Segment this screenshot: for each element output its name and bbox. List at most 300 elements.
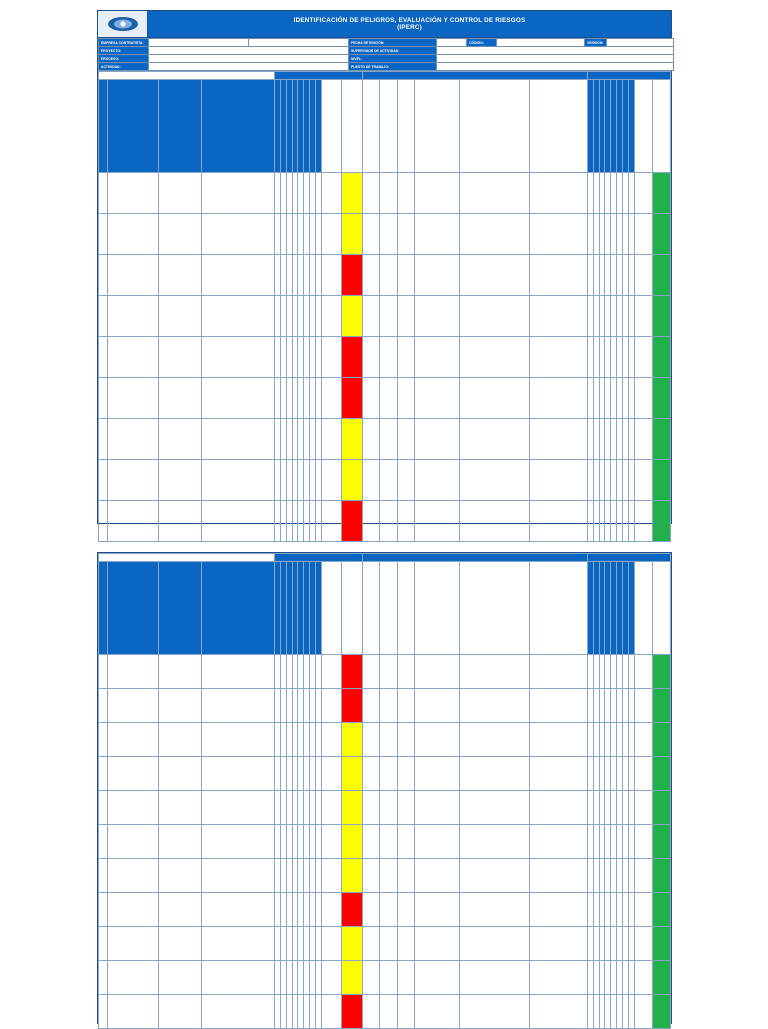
table-cell [108,378,158,419]
code-value [497,39,585,47]
table-cell [158,893,201,927]
table-cell [321,859,341,893]
risk-level-cell [341,927,362,961]
table-cell [158,214,201,255]
table-row [99,825,671,859]
edition-date-label: FECHA DE EDICIÓN: [349,39,437,47]
process-label: PROCESO: [99,55,149,63]
table-cell [380,961,398,995]
activity-value [149,63,349,71]
column-header-cell [201,562,275,655]
contractor-value [149,39,249,47]
table-cell [321,214,341,255]
table-cell [529,757,587,791]
table-cell [201,961,275,995]
table-cell [415,419,459,460]
table-cell [108,961,158,995]
table-cell [321,173,341,214]
table-cell [362,173,380,214]
table-cell [397,961,415,995]
table-cell [158,791,201,825]
table-cell [201,378,275,419]
table-cell [459,689,529,723]
table-cell [397,723,415,757]
version-label: VERSIÓN: [585,39,607,47]
document-title [148,17,671,31]
table-cell [108,214,158,255]
table-cell [201,995,275,1029]
table-cell [108,927,158,961]
table-cell [201,757,275,791]
table-cell [99,825,108,859]
document-title-line2: (IPERC) [397,24,422,31]
column-header-cell [634,562,653,655]
table-cell [397,655,415,689]
risk-level-cell [341,173,362,214]
level-label: NIVEL: [349,55,437,63]
table-cell [397,689,415,723]
table-cell [158,460,201,501]
table-cell [201,859,275,893]
table-cell [529,961,587,995]
process-value [149,55,349,63]
residual-risk-cell [653,296,671,337]
table-row [99,296,671,337]
table-cell [201,723,275,757]
table-row [99,723,671,757]
residual-risk-cell [653,255,671,296]
column-header-cell [341,562,362,655]
table-cell [108,173,158,214]
header-group-cell [99,72,275,80]
document-info-table [98,38,674,71]
table-cell [201,501,275,542]
residual-risk-cell [653,825,671,859]
column-header-cell [108,80,158,173]
table-cell [529,995,587,1029]
table-cell [459,655,529,689]
risk-level-cell [341,337,362,378]
document-title-line1: IDENTIFICACIÓN DE PELIGROS, EVALUACIÓN Y CONTROL DE RIESGOS [293,17,526,24]
column-header-cell [158,562,201,655]
table-cell [321,689,341,723]
table-cell [459,419,529,460]
table-cell [634,655,653,689]
table-cell [459,173,529,214]
iperc-sheet-page-2 [97,552,672,1024]
table-cell [380,723,398,757]
table-cell [321,791,341,825]
table-cell [380,460,398,501]
table-row [99,791,671,825]
project-label: PROYECTO: [99,47,149,55]
table-row [99,501,671,542]
table-cell [158,723,201,757]
column-header-cell [415,80,459,173]
residual-risk-cell [653,859,671,893]
table-cell [380,995,398,1029]
edition-date-value [437,39,467,47]
table-cell [362,255,380,296]
table-cell [321,337,341,378]
column-header-cell [341,80,362,173]
table-cell [634,791,653,825]
table-cell [108,460,158,501]
risk-level-cell [341,689,362,723]
table-cell [380,337,398,378]
table-cell [459,296,529,337]
table-cell [529,501,587,542]
table-cell [362,859,380,893]
risk-level-cell [341,296,362,337]
table-cell [529,791,587,825]
table-cell [634,689,653,723]
risk-level-cell [341,791,362,825]
company-logo-icon [98,11,148,37]
supervisor-value [437,47,674,55]
table-cell [415,723,459,757]
table-cell [321,995,341,1029]
table-cell [380,173,398,214]
table-cell [158,255,201,296]
table-cell [459,927,529,961]
table-cell [158,419,201,460]
risk-level-cell [341,961,362,995]
table-cell [201,927,275,961]
table-cell [529,214,587,255]
table-cell [108,337,158,378]
table-cell [397,460,415,501]
residual-risk-cell [653,961,671,995]
table-row [99,419,671,460]
table-cell [158,825,201,859]
table-cell [634,859,653,893]
table-cell [415,893,459,927]
code-label: CÓDIGO: [467,39,497,47]
table-cell [99,460,108,501]
table-cell [108,255,158,296]
table-cell [380,893,398,927]
table-cell [397,995,415,1029]
residual-risk-cell [653,214,671,255]
table-cell [158,961,201,995]
table-cell [108,689,158,723]
column-header-cell [158,80,201,173]
risk-matrix-table [98,553,671,1029]
table-cell [201,893,275,927]
residual-risk-cell [653,337,671,378]
table-cell [362,501,380,542]
table-cell [108,893,158,927]
table-cell [397,791,415,825]
table-cell [634,214,653,255]
risk-level-cell [341,723,362,757]
table-cell [362,655,380,689]
table-cell [99,859,108,893]
table-cell [634,757,653,791]
risk-level-cell [341,893,362,927]
table-cell [108,501,158,542]
table-cell [99,757,108,791]
table-cell [158,689,201,723]
supervisor-label: SUPERVISOR DE ACTIVIDAD: [349,47,437,55]
table-cell [415,961,459,995]
table-cell [201,419,275,460]
table-cell [529,927,587,961]
column-header-cell [108,562,158,655]
residual-risk-cell [653,927,671,961]
table-cell [634,378,653,419]
column-header-cell [634,80,653,173]
table-cell [321,825,341,859]
activity-label: ACTIVIDAD: [99,63,149,71]
table-cell [415,460,459,501]
table-cell [459,501,529,542]
header-group-cell [99,554,275,562]
risk-matrix-table [98,71,671,542]
column-header-cell [321,80,341,173]
table-cell [99,791,108,825]
table-cell [459,214,529,255]
table-cell [634,419,653,460]
table-cell [321,460,341,501]
table-cell [99,419,108,460]
table-cell [362,337,380,378]
table-cell [99,961,108,995]
risk-level-cell [341,214,362,255]
table-cell [459,723,529,757]
table-cell [415,655,459,689]
table-cell [99,927,108,961]
table-cell [380,689,398,723]
table-cell [459,757,529,791]
table-cell [201,655,275,689]
table-cell [397,893,415,927]
table-cell [99,995,108,1029]
table-cell [108,296,158,337]
column-header-cell [362,80,380,173]
table-cell [380,927,398,961]
table-cell [634,173,653,214]
table-cell [158,859,201,893]
column-header-cell [397,80,415,173]
table-cell [415,859,459,893]
table-cell [158,501,201,542]
table-cell [415,689,459,723]
table-cell [380,859,398,893]
table-cell [459,337,529,378]
header-group-cell [362,554,587,562]
workstation-value [437,63,674,71]
table-cell [99,378,108,419]
table-cell [397,378,415,419]
table-cell [415,995,459,1029]
table-cell [459,893,529,927]
table-cell [634,995,653,1029]
table-header-row [99,554,671,562]
table-cell [380,214,398,255]
table-cell [99,893,108,927]
table-cell [108,723,158,757]
table-cell [415,378,459,419]
table-cell [362,460,380,501]
risk-level-cell [341,825,362,859]
table-cell [99,723,108,757]
table-cell [362,961,380,995]
table-cell [108,825,158,859]
table-cell [108,419,158,460]
residual-risk-cell [653,995,671,1029]
table-cell [362,893,380,927]
table-cell [529,689,587,723]
table-cell [99,173,108,214]
risk-level-cell [341,255,362,296]
table-row [99,378,671,419]
table-cell [108,791,158,825]
table-cell [380,255,398,296]
table-cell [201,825,275,859]
table-cell [634,961,653,995]
table-cell [362,214,380,255]
table-cell [99,255,108,296]
table-cell [415,255,459,296]
table-cell [459,791,529,825]
table-cell [158,995,201,1029]
table-cell [634,893,653,927]
table-cell [397,419,415,460]
table-cell [415,825,459,859]
column-header-cell [99,80,108,173]
table-row [99,757,671,791]
table-cell [415,214,459,255]
table-cell [380,757,398,791]
table-cell [529,255,587,296]
table-cell [380,419,398,460]
table-cell [459,378,529,419]
table-cell [158,173,201,214]
table-cell [529,655,587,689]
table-cell [380,791,398,825]
residual-risk-cell [653,378,671,419]
column-header-cell [397,562,415,655]
column-header-cell [380,80,398,173]
table-cell [397,337,415,378]
column-header-cell [653,562,671,655]
header-group-cell [275,72,363,80]
table-cell [529,859,587,893]
table-row [99,255,671,296]
table-cell [380,296,398,337]
workstation-label: PUESTO DE TRABAJO: [349,63,437,71]
table-cell [397,859,415,893]
table-cell [108,995,158,1029]
residual-risk-cell [653,893,671,927]
table-cell [158,927,201,961]
table-cell [158,296,201,337]
column-header-cell [362,562,380,655]
table-row [99,214,671,255]
table-row [99,893,671,927]
table-cell [201,255,275,296]
table-header-row [99,562,671,655]
table-cell [529,173,587,214]
table-row [99,995,671,1029]
table-cell [362,927,380,961]
table-cell [397,214,415,255]
table-cell [321,927,341,961]
table-cell [529,378,587,419]
risk-level-cell [341,460,362,501]
table-cell [529,893,587,927]
header-group-cell [362,72,587,80]
table-cell [397,927,415,961]
column-header-cell [459,80,529,173]
table-cell [99,296,108,337]
table-cell [99,501,108,542]
table-header-row [99,80,671,173]
table-row [99,173,671,214]
table-row [99,689,671,723]
table-cell [397,757,415,791]
table-cell [108,655,158,689]
risk-level-cell [341,378,362,419]
table-cell [321,419,341,460]
table-cell [321,961,341,995]
table-cell [529,460,587,501]
table-row [99,961,671,995]
table-cell [321,501,341,542]
table-cell [397,173,415,214]
table-cell [459,995,529,1029]
table-cell [201,337,275,378]
column-header-cell [529,80,587,173]
risk-level-cell [341,995,362,1029]
residual-risk-cell [653,655,671,689]
table-cell [99,655,108,689]
table-cell [201,296,275,337]
table-cell [634,501,653,542]
contractor-label: EMPRESA CONTRATISTA: [99,39,149,47]
version-value [607,39,674,47]
table-cell [99,214,108,255]
table-cell [415,296,459,337]
column-header-cell [415,562,459,655]
residual-risk-cell [653,419,671,460]
table-cell [415,501,459,542]
table-cell [380,825,398,859]
table-cell [529,296,587,337]
table-cell [634,255,653,296]
table-cell [362,419,380,460]
table-cell [362,791,380,825]
risk-level-cell [341,859,362,893]
table-cell [362,378,380,419]
header-group-cell [587,554,670,562]
risk-level-cell [341,757,362,791]
table-cell [529,419,587,460]
header-group-cell [275,554,363,562]
table-cell [321,893,341,927]
residual-risk-cell [653,757,671,791]
risk-level-cell [341,419,362,460]
table-cell [158,655,201,689]
table-cell [415,927,459,961]
table-cell [321,655,341,689]
table-cell [362,757,380,791]
table-cell [634,927,653,961]
table-cell [108,757,158,791]
table-cell [415,757,459,791]
